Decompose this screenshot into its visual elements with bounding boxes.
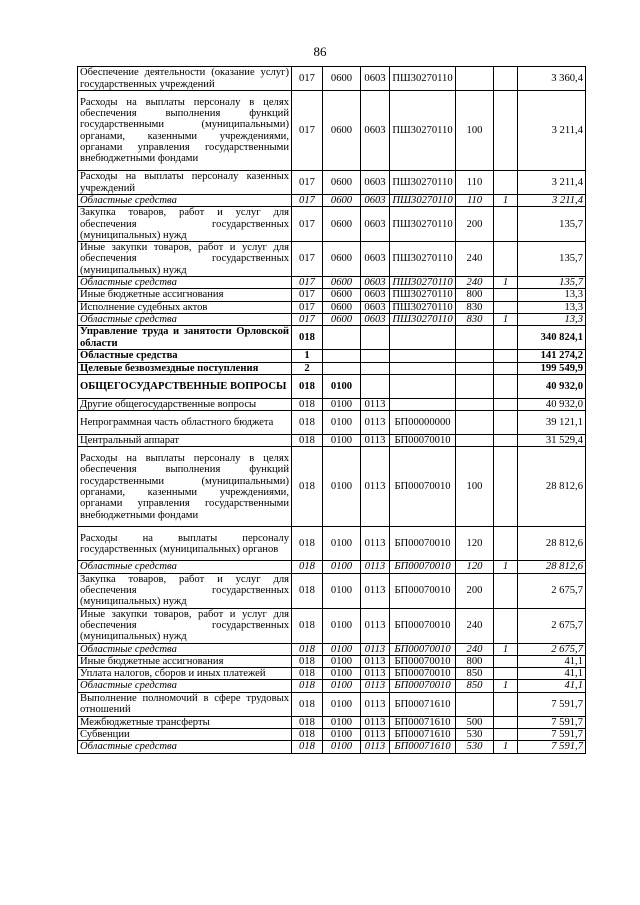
row-subsection: 0603 <box>361 289 390 301</box>
row-name: Расходы на выплаты персоналу государственных (муниципальных) органов <box>78 527 292 561</box>
row-fund-source: 1 <box>494 680 518 692</box>
row-grbs: 017 <box>292 277 323 289</box>
table-row <box>78 362 586 374</box>
row-subsection: 0113 <box>361 692 390 716</box>
row-name: Иные бюджетные ассигнования <box>78 655 292 667</box>
row-fund-source: 1 <box>494 643 518 655</box>
row-name: Закупка товаров, работ и услуг для обеспечения государственных (муниципальных) нужд <box>78 573 292 608</box>
row-section: 0600 <box>323 301 361 313</box>
row-fund-source <box>494 171 518 195</box>
row-expense-type: 240 <box>456 608 494 643</box>
row-subsection: 0113 <box>361 643 390 655</box>
page-number: 86 <box>313 44 327 59</box>
table-row <box>78 171 586 195</box>
row-grbs: 018 <box>292 680 323 692</box>
row-target-article: БП00070010 <box>390 680 456 692</box>
row-section: 0100 <box>323 716 361 728</box>
row-name: Расходы на выплаты персоналу в целях обеспечения выполнения функций государственными (муниципальными) органами, казенными учреждениями, органами управления государственными внебюджетными фондами <box>78 447 292 527</box>
row-expense-type: 830 <box>456 313 494 325</box>
row-target-article: БП00071610 <box>390 692 456 716</box>
row-expense-type <box>456 374 494 398</box>
row-expense-type <box>456 326 494 350</box>
row-amount: 28 812,6 <box>518 447 586 527</box>
row-amount: 135,7 <box>518 242 586 277</box>
row-name: Областные средства <box>78 680 292 692</box>
row-target-article: БП00070010 <box>390 561 456 573</box>
row-grbs: 018 <box>292 326 323 350</box>
table-row <box>78 374 586 398</box>
row-name: Другие общегосударственные вопросы <box>78 398 292 410</box>
row-grbs: 1 <box>292 350 323 362</box>
row-amount: 199 549,9 <box>518 362 586 374</box>
row-amount: 13,3 <box>518 313 586 325</box>
row-subsection: 0113 <box>361 527 390 561</box>
row-grbs: 2 <box>292 362 323 374</box>
row-name: Уплата налогов, сборов и иных платежей <box>78 668 292 680</box>
row-amount: 28 812,6 <box>518 561 586 573</box>
row-fund-source <box>494 289 518 301</box>
row-subsection: 0113 <box>361 561 390 573</box>
row-subsection: 0113 <box>361 573 390 608</box>
row-name: Расходы на выплаты персоналу в целях обеспечения выполнения функций государственными (муниципальными) органами, казенными учреждениями, органами управления государственными внебюджетными фондами <box>78 91 292 171</box>
row-name: Субвенции <box>78 729 292 741</box>
row-subsection: 0603 <box>361 313 390 325</box>
row-subsection <box>361 362 390 374</box>
row-fund-source <box>494 301 518 313</box>
row-amount: 39 121,1 <box>518 411 586 435</box>
row-grbs: 018 <box>292 655 323 667</box>
row-section: 0100 <box>323 692 361 716</box>
table-row <box>78 277 586 289</box>
row-subsection <box>361 326 390 350</box>
row-expense-type: 240 <box>456 277 494 289</box>
table-row <box>78 398 586 410</box>
row-amount: 7 591,7 <box>518 729 586 741</box>
row-fund-source <box>494 716 518 728</box>
row-fund-source <box>494 362 518 374</box>
table-row <box>78 242 586 277</box>
row-expense-type <box>456 67 494 91</box>
table-row <box>78 608 586 643</box>
row-section: 0100 <box>323 741 361 753</box>
row-name: Иные закупки товаров, работ и услуг для обеспечения государственных (муниципальных) нужд <box>78 608 292 643</box>
row-section <box>323 362 361 374</box>
row-amount: 2 675,7 <box>518 608 586 643</box>
row-grbs: 017 <box>292 67 323 91</box>
table-row <box>78 692 586 716</box>
row-subsection: 0113 <box>361 655 390 667</box>
row-subsection: 0603 <box>361 67 390 91</box>
row-fund-source <box>494 326 518 350</box>
row-section: 0100 <box>323 561 361 573</box>
row-name: Межбюджетные трансферты <box>78 716 292 728</box>
row-target-article <box>390 398 456 410</box>
row-target-article <box>390 374 456 398</box>
row-section: 0600 <box>323 313 361 325</box>
row-target-article: ПШ30270110 <box>390 277 456 289</box>
row-expense-type: 240 <box>456 643 494 655</box>
row-subsection: 0113 <box>361 411 390 435</box>
row-expense-type: 530 <box>456 729 494 741</box>
row-grbs: 018 <box>292 573 323 608</box>
table-row <box>78 573 586 608</box>
row-expense-type: 530 <box>456 741 494 753</box>
row-subsection: 0113 <box>361 729 390 741</box>
row-expense-type: 800 <box>456 289 494 301</box>
row-name: Областные средства <box>78 561 292 573</box>
table-row <box>78 716 586 728</box>
table-row <box>78 655 586 667</box>
row-expense-type <box>456 350 494 362</box>
table-row <box>78 435 586 447</box>
row-name: ОБЩЕГОСУДАРСТВЕННЫЕ ВОПРОСЫ <box>78 374 292 398</box>
row-target-article: ПШ30270110 <box>390 91 456 171</box>
row-expense-type: 100 <box>456 447 494 527</box>
table-row <box>78 67 586 91</box>
row-fund-source <box>494 67 518 91</box>
row-subsection: 0603 <box>361 91 390 171</box>
row-fund-source <box>494 655 518 667</box>
table-row <box>78 326 586 350</box>
row-expense-type: 200 <box>456 207 494 242</box>
row-expense-type: 850 <box>456 668 494 680</box>
row-grbs: 017 <box>292 301 323 313</box>
row-expense-type <box>456 411 494 435</box>
row-amount: 135,7 <box>518 207 586 242</box>
row-subsection: 0603 <box>361 195 390 207</box>
table-row <box>78 195 586 207</box>
row-grbs: 018 <box>292 741 323 753</box>
row-amount: 28 812,6 <box>518 527 586 561</box>
row-amount: 3 211,4 <box>518 171 586 195</box>
row-amount: 13,3 <box>518 301 586 313</box>
table-row <box>78 668 586 680</box>
row-subsection: 0603 <box>361 277 390 289</box>
row-section: 0100 <box>323 573 361 608</box>
row-grbs: 017 <box>292 242 323 277</box>
row-expense-type: 830 <box>456 301 494 313</box>
row-grbs: 018 <box>292 447 323 527</box>
row-subsection: 0113 <box>361 741 390 753</box>
row-target-article: ПШ30270110 <box>390 301 456 313</box>
row-expense-type: 500 <box>456 716 494 728</box>
row-amount: 7 591,7 <box>518 716 586 728</box>
table-row <box>78 289 586 301</box>
row-amount: 41,1 <box>518 680 586 692</box>
table-row <box>78 207 586 242</box>
row-amount: 135,7 <box>518 277 586 289</box>
row-subsection: 0113 <box>361 398 390 410</box>
row-name: Расходы на выплаты персоналу казенных учреждений <box>78 171 292 195</box>
row-fund-source <box>494 374 518 398</box>
row-subsection: 0603 <box>361 207 390 242</box>
row-section: 0100 <box>323 643 361 655</box>
row-fund-source <box>494 527 518 561</box>
row-grbs: 018 <box>292 729 323 741</box>
row-target-article: БП00070010 <box>390 527 456 561</box>
row-name: Областные средства <box>78 643 292 655</box>
row-subsection <box>361 350 390 362</box>
row-target-article: ПШ30270110 <box>390 313 456 325</box>
row-subsection: 0603 <box>361 171 390 195</box>
row-grbs: 018 <box>292 411 323 435</box>
row-grbs: 018 <box>292 668 323 680</box>
row-subsection: 0113 <box>361 608 390 643</box>
row-grbs: 018 <box>292 561 323 573</box>
table-row <box>78 680 586 692</box>
row-grbs: 017 <box>292 195 323 207</box>
row-subsection: 0603 <box>361 301 390 313</box>
row-expense-type: 120 <box>456 561 494 573</box>
row-section: 0600 <box>323 289 361 301</box>
row-expense-type: 110 <box>456 171 494 195</box>
row-target-article: ПШ30270110 <box>390 171 456 195</box>
row-target-article <box>390 350 456 362</box>
row-target-article <box>390 326 456 350</box>
row-target-article: БП00070010 <box>390 655 456 667</box>
row-name: Целевые безвозмездные поступления <box>78 362 292 374</box>
row-target-article: ПШ30270110 <box>390 195 456 207</box>
row-grbs: 018 <box>292 527 323 561</box>
row-section: 0600 <box>323 277 361 289</box>
row-grbs: 018 <box>292 374 323 398</box>
row-amount: 7 591,7 <box>518 692 586 716</box>
row-target-article: БП00071610 <box>390 716 456 728</box>
row-fund-source: 1 <box>494 313 518 325</box>
row-amount: 7 591,7 <box>518 741 586 753</box>
row-fund-source <box>494 350 518 362</box>
row-fund-source <box>494 692 518 716</box>
row-amount: 31 529,4 <box>518 435 586 447</box>
row-fund-source <box>494 608 518 643</box>
table-row <box>78 411 586 435</box>
row-name: Областные средства <box>78 277 292 289</box>
row-name: Закупка товаров, работ и услуг для обеспечения государственных (муниципальных) нужд <box>78 207 292 242</box>
row-fund-source <box>494 435 518 447</box>
row-grbs: 018 <box>292 643 323 655</box>
row-section: 0600 <box>323 91 361 171</box>
row-section: 0600 <box>323 207 361 242</box>
row-section: 0600 <box>323 195 361 207</box>
row-expense-type <box>456 435 494 447</box>
row-subsection <box>361 374 390 398</box>
row-expense-type: 100 <box>456 91 494 171</box>
row-grbs: 017 <box>292 207 323 242</box>
row-subsection: 0113 <box>361 435 390 447</box>
row-section: 0600 <box>323 242 361 277</box>
table-row <box>78 643 586 655</box>
row-fund-source: 1 <box>494 277 518 289</box>
row-amount: 13,3 <box>518 289 586 301</box>
row-subsection: 0113 <box>361 680 390 692</box>
row-expense-type: 850 <box>456 680 494 692</box>
row-fund-source <box>494 729 518 741</box>
row-amount: 3 211,4 <box>518 195 586 207</box>
budget-table <box>77 66 586 754</box>
row-fund-source: 1 <box>494 561 518 573</box>
row-target-article: БП00070010 <box>390 608 456 643</box>
row-fund-source <box>494 447 518 527</box>
row-name: Областные средства <box>78 350 292 362</box>
row-grbs: 017 <box>292 91 323 171</box>
row-section: 0100 <box>323 411 361 435</box>
row-name: Иные закупки товаров, работ и услуг для обеспечения государственных (муниципальных) нужд <box>78 242 292 277</box>
row-grbs: 018 <box>292 608 323 643</box>
row-amount: 40 932,0 <box>518 398 586 410</box>
row-subsection: 0603 <box>361 242 390 277</box>
table-row <box>78 447 586 527</box>
row-expense-type: 110 <box>456 195 494 207</box>
row-grbs: 018 <box>292 692 323 716</box>
row-section: 0100 <box>323 527 361 561</box>
row-name: Исполнение судебных актов <box>78 301 292 313</box>
row-section: 0600 <box>323 67 361 91</box>
row-grbs: 017 <box>292 313 323 325</box>
row-amount: 41,1 <box>518 655 586 667</box>
row-subsection: 0113 <box>361 668 390 680</box>
row-fund-source <box>494 242 518 277</box>
row-grbs: 018 <box>292 435 323 447</box>
row-expense-type <box>456 362 494 374</box>
row-section: 0100 <box>323 398 361 410</box>
table-row <box>78 91 586 171</box>
row-name: Непрограммная часть областного бюджета <box>78 411 292 435</box>
row-name: Областные средства <box>78 195 292 207</box>
row-target-article: ПШ30270110 <box>390 289 456 301</box>
row-expense-type: 240 <box>456 242 494 277</box>
row-section <box>323 350 361 362</box>
row-section: 0100 <box>323 729 361 741</box>
row-name: Иные бюджетные ассигнования <box>78 289 292 301</box>
table-row <box>78 301 586 313</box>
table-row <box>78 741 586 753</box>
table-row <box>78 350 586 362</box>
row-target-article: БП00070010 <box>390 643 456 655</box>
row-subsection: 0113 <box>361 716 390 728</box>
row-section: 0600 <box>323 171 361 195</box>
row-fund-source <box>494 573 518 608</box>
row-amount: 3 360,4 <box>518 67 586 91</box>
row-amount: 2 675,7 <box>518 643 586 655</box>
row-target-article: БП00070010 <box>390 435 456 447</box>
row-target-article: БП00071610 <box>390 741 456 753</box>
row-section: 0100 <box>323 655 361 667</box>
row-target-article: ПШ30270110 <box>390 242 456 277</box>
row-target-article: ПШ30270110 <box>390 67 456 91</box>
row-name: Выполнение полномочий в сфере трудовых отношений <box>78 692 292 716</box>
row-fund-source <box>494 91 518 171</box>
row-fund-source <box>494 668 518 680</box>
row-grbs: 018 <box>292 716 323 728</box>
row-grbs: 017 <box>292 289 323 301</box>
row-name: Обеспечение деятельности (оказание услуг) государственных учреждений <box>78 67 292 91</box>
table-row <box>78 729 586 741</box>
row-target-article: БП00070010 <box>390 447 456 527</box>
row-name: Центральный аппарат <box>78 435 292 447</box>
row-target-article <box>390 362 456 374</box>
row-target-article: БП00000000 <box>390 411 456 435</box>
row-name: Областные средства <box>78 313 292 325</box>
row-target-article: ПШ30270110 <box>390 207 456 242</box>
row-amount: 340 824,1 <box>518 326 586 350</box>
row-name: Управление труда и занятости Орловской области <box>78 326 292 350</box>
row-fund-source <box>494 207 518 242</box>
row-expense-type: 200 <box>456 573 494 608</box>
row-expense-type: 120 <box>456 527 494 561</box>
row-amount: 40 932,0 <box>518 374 586 398</box>
table-row <box>78 561 586 573</box>
row-fund-source: 1 <box>494 741 518 753</box>
row-section: 0100 <box>323 668 361 680</box>
table-row <box>78 313 586 325</box>
row-section: 0100 <box>323 435 361 447</box>
row-target-article: БП00070010 <box>390 668 456 680</box>
row-target-article: БП00070010 <box>390 573 456 608</box>
row-name: Областные средства <box>78 741 292 753</box>
row-fund-source <box>494 411 518 435</box>
row-amount: 3 211,4 <box>518 91 586 171</box>
row-section: 0100 <box>323 608 361 643</box>
row-section <box>323 326 361 350</box>
row-amount: 41,1 <box>518 668 586 680</box>
row-expense-type <box>456 692 494 716</box>
row-expense-type <box>456 398 494 410</box>
row-grbs: 017 <box>292 171 323 195</box>
row-subsection: 0113 <box>361 447 390 527</box>
row-expense-type: 800 <box>456 655 494 667</box>
row-fund-source <box>494 398 518 410</box>
row-grbs: 018 <box>292 398 323 410</box>
row-section: 0100 <box>323 374 361 398</box>
row-amount: 141 274,2 <box>518 350 586 362</box>
table-row <box>78 527 586 561</box>
row-fund-source: 1 <box>494 195 518 207</box>
row-section: 0100 <box>323 680 361 692</box>
row-target-article: БП00071610 <box>390 729 456 741</box>
row-amount: 2 675,7 <box>518 573 586 608</box>
row-section: 0100 <box>323 447 361 527</box>
